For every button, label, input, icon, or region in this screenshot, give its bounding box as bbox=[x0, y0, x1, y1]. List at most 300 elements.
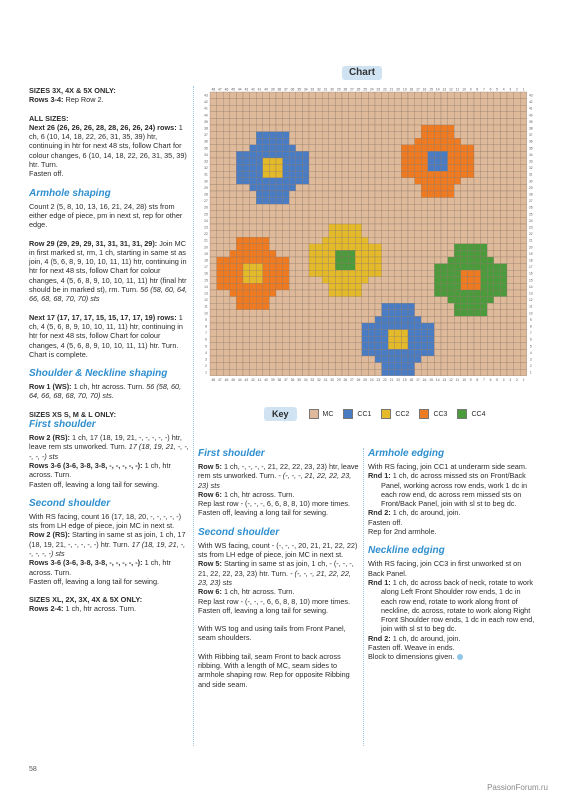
chart-cell bbox=[408, 204, 415, 211]
chart-cell bbox=[514, 231, 521, 238]
chart-col-number: 44 bbox=[237, 377, 242, 382]
chart-col-number: 36 bbox=[290, 377, 295, 382]
chart-cell bbox=[322, 151, 329, 158]
chart-cell bbox=[230, 283, 237, 290]
chart-cell bbox=[415, 191, 422, 198]
chart-cell bbox=[335, 250, 342, 257]
chart-cell bbox=[448, 303, 455, 310]
chart-cell bbox=[269, 297, 276, 304]
chart-row-number: 35 bbox=[204, 146, 208, 151]
chart-cell bbox=[428, 336, 435, 343]
chart-cell bbox=[474, 297, 481, 304]
chart-cell bbox=[487, 356, 494, 363]
chart-cell bbox=[500, 132, 507, 139]
chart-cell bbox=[302, 224, 309, 231]
chart-cell bbox=[329, 217, 336, 224]
chart-cell bbox=[481, 237, 488, 244]
chart-cell bbox=[335, 99, 342, 106]
chart-cell bbox=[296, 310, 303, 317]
chart-cell bbox=[230, 224, 237, 231]
chart-cell bbox=[316, 99, 323, 106]
chart-cell bbox=[461, 290, 468, 297]
instruction-text: Chart is complete. bbox=[29, 349, 88, 359]
chart-cell bbox=[250, 297, 257, 304]
chart-cell bbox=[500, 105, 507, 112]
chart-cell bbox=[514, 283, 521, 290]
chart-col-number: 24 bbox=[369, 377, 374, 382]
chart-cell bbox=[514, 211, 521, 218]
chart-cell bbox=[217, 178, 224, 185]
chart-cell bbox=[329, 191, 336, 198]
chart-cell bbox=[388, 237, 395, 244]
chart-cell bbox=[355, 316, 362, 323]
chart-cell bbox=[375, 204, 382, 211]
chart-row-number: 1 bbox=[205, 370, 207, 375]
chart-cell bbox=[309, 138, 316, 145]
instruction-text: Rep last row - (-, -, -, 6, 6, 8, 8, 10) more times. bbox=[198, 596, 351, 606]
chart-cell bbox=[395, 244, 402, 251]
instruction-label: Rnd 1: bbox=[368, 471, 391, 481]
chart-cell bbox=[217, 356, 224, 363]
chart-cell bbox=[507, 283, 514, 290]
chart-col-number: 14 bbox=[435, 377, 440, 382]
chart-cell bbox=[494, 237, 501, 244]
chart-cell bbox=[335, 105, 342, 112]
chart-col-number: 28 bbox=[343, 87, 348, 92]
chart-cell bbox=[322, 369, 329, 376]
chart-cell bbox=[415, 369, 422, 376]
chart-cell bbox=[236, 178, 243, 185]
chart-cell bbox=[329, 118, 336, 125]
chart-cell bbox=[276, 363, 283, 370]
chart-cell bbox=[296, 224, 303, 231]
chart-row-number: 24 bbox=[528, 218, 533, 223]
chart-cell bbox=[368, 369, 375, 376]
chart-cell bbox=[441, 132, 448, 139]
chart-cell bbox=[441, 270, 448, 277]
chart-cell bbox=[362, 92, 369, 99]
chart-cell bbox=[349, 191, 356, 198]
chart-cell bbox=[408, 158, 415, 165]
chart-cell bbox=[448, 118, 455, 125]
chart-cell bbox=[296, 277, 303, 284]
chart-cell bbox=[296, 184, 303, 191]
chart-cell bbox=[428, 211, 435, 218]
chart-cell bbox=[230, 237, 237, 244]
chart-cell bbox=[520, 277, 527, 284]
chart-cell bbox=[283, 138, 290, 145]
chart-cell bbox=[309, 310, 316, 317]
chart-cell bbox=[210, 283, 217, 290]
chart-cell bbox=[236, 132, 243, 139]
chart-cell bbox=[335, 336, 342, 343]
chart-cell bbox=[481, 270, 488, 277]
chart-cell bbox=[309, 165, 316, 172]
chart-cell bbox=[269, 237, 276, 244]
chart-cell bbox=[362, 369, 369, 376]
chart-row-number: 39 bbox=[528, 119, 533, 124]
chart-cell bbox=[309, 132, 316, 139]
chart-cell bbox=[322, 178, 329, 185]
chart-cell bbox=[454, 237, 461, 244]
chart-cell bbox=[309, 303, 316, 310]
chart-cell bbox=[434, 270, 441, 277]
chart-cell bbox=[329, 178, 336, 185]
chart-cell bbox=[375, 297, 382, 304]
chart-cell bbox=[520, 297, 527, 304]
chart-cell bbox=[454, 99, 461, 106]
chart-col-number: 27 bbox=[350, 87, 354, 92]
chart-cell bbox=[461, 231, 468, 238]
chart-cell bbox=[401, 303, 408, 310]
chart-cell bbox=[461, 237, 468, 244]
chart-cell bbox=[302, 92, 309, 99]
chart-cell bbox=[421, 132, 428, 139]
chart-cell bbox=[243, 310, 250, 317]
chart-cell bbox=[322, 310, 329, 317]
chart-cell bbox=[276, 92, 283, 99]
chart-cell bbox=[263, 92, 270, 99]
chart-cell bbox=[296, 191, 303, 198]
chart-cell bbox=[250, 224, 257, 231]
chart-cell bbox=[375, 257, 382, 264]
chart-cell bbox=[375, 303, 382, 310]
chart-cell bbox=[329, 211, 336, 218]
chart-cell bbox=[322, 184, 329, 191]
chart-cell bbox=[375, 270, 382, 277]
chart-cell bbox=[316, 224, 323, 231]
chart-cell bbox=[236, 330, 243, 337]
chart-row-number: 43 bbox=[204, 93, 208, 98]
chart-cell bbox=[395, 270, 402, 277]
chart-cell bbox=[487, 165, 494, 172]
chart-cell bbox=[507, 92, 514, 99]
chart-cell bbox=[520, 343, 527, 350]
chart-cell bbox=[236, 112, 243, 119]
chart-cell bbox=[388, 316, 395, 323]
chart-cell bbox=[428, 138, 435, 145]
chart-cell bbox=[441, 297, 448, 304]
chart-cell bbox=[474, 204, 481, 211]
chart-cell bbox=[474, 316, 481, 323]
chart-cell bbox=[401, 277, 408, 284]
chart-cell bbox=[283, 184, 290, 191]
chart-cell bbox=[236, 310, 243, 317]
chart-cell bbox=[302, 145, 309, 152]
chart-cell bbox=[441, 316, 448, 323]
chart-cell bbox=[415, 231, 422, 238]
chart-cell bbox=[210, 224, 217, 231]
chart-cell bbox=[210, 244, 217, 251]
chart-cell bbox=[448, 277, 455, 284]
chart-cell bbox=[236, 105, 243, 112]
chart-col-number: 34 bbox=[303, 377, 308, 382]
chart-cell bbox=[514, 237, 521, 244]
chart-cell bbox=[500, 151, 507, 158]
stitch-count: 56 (58, 60, 64, 66, 68, 68, 70, 70) sts bbox=[29, 285, 188, 304]
chart-cell bbox=[250, 356, 257, 363]
chart-cell bbox=[210, 165, 217, 172]
chart-cell bbox=[223, 165, 230, 172]
chart-cell bbox=[335, 224, 342, 231]
chart-cell bbox=[401, 112, 408, 119]
chart-cell bbox=[283, 204, 290, 211]
chart-cell bbox=[269, 132, 276, 139]
chart-cell bbox=[316, 145, 323, 152]
chart-cell bbox=[263, 178, 270, 185]
chart-cell bbox=[329, 283, 336, 290]
chart-cell bbox=[448, 184, 455, 191]
chart-cell bbox=[322, 132, 329, 139]
chart-cell bbox=[461, 277, 468, 284]
chart-cell bbox=[355, 330, 362, 337]
chart-cell bbox=[494, 158, 501, 165]
chart-cell bbox=[263, 356, 270, 363]
chart-cell bbox=[494, 118, 501, 125]
chart-cell bbox=[217, 264, 224, 271]
chart-cell bbox=[461, 349, 468, 356]
chart-cell bbox=[382, 264, 389, 271]
chart-cell bbox=[283, 310, 290, 317]
chart-cell bbox=[388, 369, 395, 376]
chart-cell bbox=[256, 231, 263, 238]
chart-cell bbox=[421, 125, 428, 132]
chart-cell bbox=[349, 356, 356, 363]
chart-cell bbox=[236, 191, 243, 198]
chart-cell bbox=[408, 290, 415, 297]
chart-cell bbox=[283, 99, 290, 106]
chart-cell bbox=[428, 145, 435, 152]
chart-cell bbox=[335, 297, 342, 304]
chart-col-number: 25 bbox=[363, 377, 367, 382]
chart-cell bbox=[316, 92, 323, 99]
key-item-mc bbox=[309, 409, 334, 419]
chart-cell bbox=[342, 178, 349, 185]
chart-cell bbox=[316, 231, 323, 238]
chart-cell bbox=[514, 145, 521, 152]
chart-col-number: 39 bbox=[270, 87, 275, 92]
chart-cell bbox=[514, 310, 521, 317]
chart-cell bbox=[368, 277, 375, 284]
chart-cell bbox=[507, 112, 514, 119]
chart-cell bbox=[467, 224, 474, 231]
chart-cell bbox=[283, 250, 290, 257]
chart-cell bbox=[263, 290, 270, 297]
chart-col-number: 16 bbox=[422, 377, 427, 382]
chart-cell bbox=[395, 323, 402, 330]
chart-cell bbox=[223, 237, 230, 244]
chart-cell bbox=[500, 316, 507, 323]
chart-cell bbox=[500, 264, 507, 271]
chart-cell bbox=[263, 264, 270, 271]
chart-col-number: 40 bbox=[264, 87, 268, 92]
chart-cell bbox=[487, 310, 494, 317]
chart-cell bbox=[388, 211, 395, 218]
chart-cell bbox=[481, 297, 488, 304]
chart-cell bbox=[269, 356, 276, 363]
chart-cell bbox=[388, 198, 395, 205]
chart-cell bbox=[434, 349, 441, 356]
chart-row-number: 34 bbox=[528, 152, 533, 157]
chart-cell bbox=[269, 99, 276, 106]
chart-cell bbox=[401, 349, 408, 356]
chart-cell bbox=[263, 343, 270, 350]
chart-cell bbox=[243, 349, 250, 356]
chart-row-number: 9 bbox=[529, 317, 532, 322]
chart-cell bbox=[230, 244, 237, 251]
key-item-cc4 bbox=[457, 409, 485, 419]
chart-cell bbox=[223, 257, 230, 264]
chart-cell bbox=[421, 283, 428, 290]
chart-cell bbox=[474, 118, 481, 125]
chart-cell bbox=[250, 145, 257, 152]
chart-cell bbox=[309, 330, 316, 337]
chart-cell bbox=[441, 138, 448, 145]
chart-cell bbox=[494, 105, 501, 112]
chart-cell bbox=[421, 105, 428, 112]
chart-cell bbox=[514, 250, 521, 257]
chart-cell bbox=[388, 151, 395, 158]
chart-cell bbox=[230, 198, 237, 205]
chart-cell bbox=[401, 283, 408, 290]
chart-cell bbox=[487, 270, 494, 277]
chart-cell bbox=[362, 336, 369, 343]
chart-cell bbox=[481, 349, 488, 356]
chart-cell bbox=[342, 231, 349, 238]
chart-cell bbox=[217, 310, 224, 317]
chart-col-number: 28 bbox=[343, 377, 348, 382]
chart-cell bbox=[421, 323, 428, 330]
chart-cell bbox=[322, 171, 329, 178]
chart-cell bbox=[382, 158, 389, 165]
chart-cell bbox=[514, 171, 521, 178]
chart-cell bbox=[269, 191, 276, 198]
chart-cell bbox=[223, 250, 230, 257]
chart-cell bbox=[256, 118, 263, 125]
chart-cell bbox=[415, 198, 422, 205]
chart-cell bbox=[481, 283, 488, 290]
chart-cell bbox=[217, 323, 224, 330]
chart-cell bbox=[441, 356, 448, 363]
chart-cell bbox=[362, 171, 369, 178]
chart-cell bbox=[283, 178, 290, 185]
chart-cell bbox=[500, 257, 507, 264]
chart-cell bbox=[230, 303, 237, 310]
chart-cell bbox=[481, 290, 488, 297]
chart-cell bbox=[421, 303, 428, 310]
chart-cell bbox=[467, 184, 474, 191]
chart-cell bbox=[520, 138, 527, 145]
chart-cell bbox=[415, 204, 422, 211]
chart-cell bbox=[507, 125, 514, 132]
chart-cell bbox=[316, 178, 323, 185]
chart-cell bbox=[362, 330, 369, 337]
chart-cell bbox=[349, 118, 356, 125]
chart-cell bbox=[230, 211, 237, 218]
chart-cell bbox=[514, 132, 521, 139]
instruction-text: 1 ch, 17 (18, 19, 21, -, -, -, -, -) htr, leave rem sts unworked. Turn. bbox=[29, 433, 182, 452]
chart-cell bbox=[368, 184, 375, 191]
chart-cell bbox=[448, 257, 455, 264]
chart-cell bbox=[250, 151, 257, 158]
chart-cell bbox=[481, 330, 488, 337]
chart-cell bbox=[408, 369, 415, 376]
chart-cell bbox=[441, 244, 448, 251]
chart-cell bbox=[441, 184, 448, 191]
chart-cell bbox=[217, 316, 224, 323]
chart-cell bbox=[461, 343, 468, 350]
chart-cell bbox=[283, 244, 290, 251]
chart-cell bbox=[375, 244, 382, 251]
chart-cell bbox=[408, 165, 415, 172]
chart-cell bbox=[388, 158, 395, 165]
chart-col-number: 45 bbox=[231, 87, 235, 92]
chart-cell bbox=[448, 132, 455, 139]
chart-cell bbox=[382, 217, 389, 224]
chart-cell bbox=[395, 290, 402, 297]
chart-cell bbox=[342, 217, 349, 224]
chart-cell bbox=[283, 257, 290, 264]
chart-cell bbox=[276, 237, 283, 244]
chart-cell bbox=[507, 257, 514, 264]
chart-cell bbox=[342, 264, 349, 271]
chart-cell bbox=[289, 363, 296, 370]
chart-cell bbox=[428, 257, 435, 264]
chart-cell bbox=[494, 217, 501, 224]
chart-cell bbox=[355, 198, 362, 205]
chart-cell bbox=[368, 211, 375, 218]
chart-cell bbox=[302, 118, 309, 125]
chart-cell bbox=[322, 198, 329, 205]
chart-cell bbox=[428, 224, 435, 231]
chart-cell bbox=[230, 330, 237, 337]
chart-cell bbox=[487, 237, 494, 244]
instruction-text: Fasten off, leaving a long tail for sewing. bbox=[198, 605, 329, 615]
chart-cell bbox=[408, 217, 415, 224]
chart-cell bbox=[236, 138, 243, 145]
chart-cell bbox=[520, 231, 527, 238]
chart-row-number: 29 bbox=[528, 185, 533, 190]
chart-col-number: 19 bbox=[402, 377, 407, 382]
chart-cell bbox=[335, 283, 342, 290]
chart-cell bbox=[302, 310, 309, 317]
chart-cell bbox=[395, 198, 402, 205]
chart-cell bbox=[302, 151, 309, 158]
chart-col-number: 37 bbox=[284, 87, 288, 92]
section-heading: First shoulder bbox=[198, 448, 265, 459]
chart-cell bbox=[283, 158, 290, 165]
chart-cell bbox=[428, 264, 435, 271]
chart-cell bbox=[263, 303, 270, 310]
chart-col-number: 8 bbox=[476, 377, 479, 382]
chart-cell bbox=[250, 217, 257, 224]
chart-cell bbox=[382, 211, 389, 218]
chart-cell bbox=[494, 125, 501, 132]
chart-cell bbox=[487, 184, 494, 191]
chart-cell bbox=[467, 316, 474, 323]
column-divider bbox=[363, 448, 364, 746]
chart-cell bbox=[289, 336, 296, 343]
chart-cell bbox=[250, 138, 257, 145]
chart-cell bbox=[388, 105, 395, 112]
chart-col-number: 18 bbox=[409, 87, 414, 92]
chart-cell bbox=[322, 250, 329, 257]
chart-cell bbox=[236, 211, 243, 218]
chart-cell bbox=[263, 310, 270, 317]
chart-cell bbox=[349, 184, 356, 191]
chart-cell bbox=[355, 363, 362, 370]
chart-cell bbox=[520, 184, 527, 191]
